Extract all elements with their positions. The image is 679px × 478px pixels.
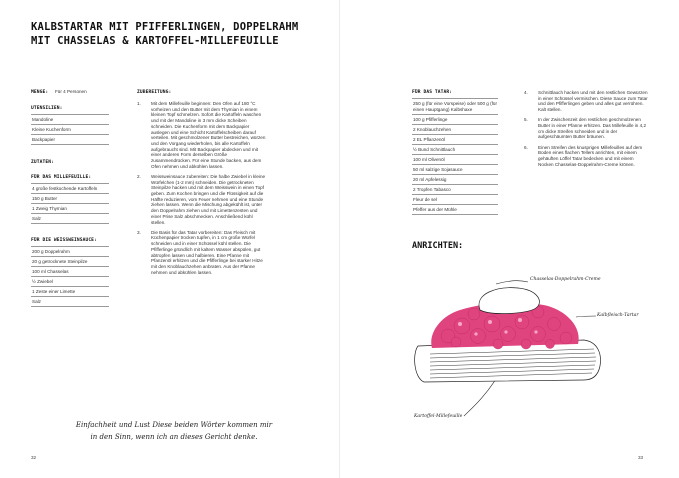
list-item: Salz <box>31 214 109 224</box>
step-6 <box>524 145 648 168</box>
utensilien-label: UTENSILIEN: <box>31 106 63 111</box>
title-line-1: KALBSTARTAR MIT PFIFFERLINGEN, DOPPELRAHM <box>31 21 299 33</box>
list-item: ½ Bund Schnittlauch <box>412 145 498 155</box>
plating-illustration <box>388 258 628 428</box>
tatar-leader-line <box>576 316 596 317</box>
handwritten-quote <box>60 419 288 443</box>
list-item: Backpapier <box>31 135 109 145</box>
weisswein-label: FÜR DIE WEISSWEINSAUCE: <box>31 238 97 243</box>
step-number: 4. <box>524 90 528 95</box>
list-item: 250 g (für eine Vorspeise) oder 500 g (für einen Hauptgang) Kalbshaxe <box>412 98 498 115</box>
page-number-right: 33 <box>638 455 644 460</box>
list-item: 2 Knoblauchzehen <box>412 125 498 135</box>
step-text: In der Zwischenzeit den restlichen geschmolzenen Butter in einer Pfanne erhitzen. Das Millefeuille in 4,2 cm dicke Streifen schneiden und in der aufgeschäumten Butter bräunen. <box>538 117 647 140</box>
annotation-creme: Chasselas-Doppelrahm-Creme <box>530 277 601 282</box>
annotation-tatar: Kalbfleisch-Tartar <box>597 313 639 318</box>
annotation-millefeuille: Kartoffel-Millefeuille <box>414 414 463 419</box>
page-fold <box>339 0 340 478</box>
list-item: 100 ml Chasselas <box>31 267 109 277</box>
list-item: Mandoline <box>31 114 109 125</box>
step-4 <box>524 90 648 113</box>
zutaten-label: ZUTATEN: <box>31 160 54 165</box>
step-number: 5. <box>524 117 528 123</box>
millefeuille-label: FÜR DAS MILLEFEUILLE: <box>31 175 92 180</box>
list-item: ½ Zwiebel <box>31 277 109 287</box>
list-item: Fleur de sel <box>412 195 498 205</box>
quote-line-2: in den Sinn, wenn ich an dieses Gericht denke. <box>90 433 258 441</box>
recipe-title <box>31 20 331 48</box>
step-text: Die Basis für das Tatar vorbereiten: Das Fleisch mit Küchenpapier trocken tupfen, in 1 cm große Würfel schneiden und in einer Schüssel kühl stellen. Die Pfifferlinge gründlich mit kaltem Wasser abspülen, gut abtropfen lassen und halbieren. Eine Pfanne mit Pfanzenöl erhitzen und die Pfifferlinge bei starker Hitze mit den Knoblauchzehen anbraten. Aus der Pfanne nehmen und abkühlen lassen. <box>151 229 263 275</box>
quote-line-1: Einfachheit und Lust Diese beiden Wörter kommen mir <box>75 421 273 429</box>
step-text: Einen Streifen des knusprigen Millefeuilles auf dem Boden eines flachen Tellers anrichten, mit einem gehäuften Löffel Tatar bedecken und mit einem Nocken Chasselas-Doppelrahm-Creme krönen. <box>538 144 643 167</box>
step-number: 6. <box>524 144 528 150</box>
utensilien-list <box>31 114 109 145</box>
step-5 <box>524 117 648 140</box>
creme-quenelle <box>479 288 539 314</box>
page-number-left: 32 <box>31 455 37 460</box>
list-item: 50 ml salzige Sojasauce <box>412 165 498 175</box>
steps-right <box>524 90 648 172</box>
menge-value: Für 4 Personen <box>55 89 87 94</box>
tatar-label: FÜR DAS TATAR: <box>412 90 453 95</box>
menge-label: MENGE: <box>31 90 49 95</box>
step-text: Weissweinsauce zubereiten: Die halbe Zwiebel in kleine Würfelchen (1-2 mm) schneiden. Die getrockneten Steinpilze hacken und mit dem Weisswein in einen Topf geben. Zum Kochen bringen und die Flüssigkeit auf die Hälfte reduzieren, vom Feuer nehmen und eine Stunde ziehen lassen. Wenn die Mischung abgekühlt ist, unter den Doppelrahm ziehen und mit Limettenzesten und einer Prise Salz abschmecken. Anschließend kühl stellen. <box>151 173 266 225</box>
list-item: Kleine Kuchenform <box>31 125 109 135</box>
list-item: 1 Zeste einer Limette <box>31 287 109 297</box>
list-item: 2 Tropfen Tabasco <box>412 185 498 195</box>
steps-left <box>137 101 268 280</box>
step-2 <box>137 174 268 225</box>
anrichten-heading: ANRICHTEN: <box>412 241 464 251</box>
step-3 <box>137 230 268 276</box>
tatar-list <box>412 98 498 215</box>
list-item: 2 EL Pflanzenöl <box>412 135 498 145</box>
list-item: 200 g Doppelrahm <box>31 246 109 257</box>
list-item: 1 Zweig Thymian <box>31 204 109 214</box>
millefeuille-leader-line <box>464 376 498 416</box>
list-item: 20 g getrocknete Steinpilze <box>31 257 109 267</box>
zubereitung-label: ZUBEREITUNG: <box>137 90 172 95</box>
list-item: Pfeffer aus der Mühle <box>412 205 498 215</box>
list-item: 100 ml Olivenöl <box>412 155 498 165</box>
step-number: 1. <box>137 101 141 106</box>
list-item: Salz <box>31 297 109 307</box>
list-item: 20 ml Apfelessig <box>412 175 498 185</box>
title-line-2: MIT CHASSELAS & KARTOFFEL-MILLEFEUILLE <box>31 35 279 47</box>
millefeuille-list <box>31 183 109 224</box>
step-text: Mit dem Millefeuille beginnen: Den Ofen auf 180 °C vorheizen und den Butter mit dem Thymian in einem kleinen Topf schmelzen. Sofort die Kartoffeln waschen und mit der Mandoline in 3 mm dicke Scheiben schneiden. Die Kuchenform mit dem Backpapier auslegen und eine Schicht Kartoffelscheiben darauf verteilen. Mit geschmolzener Butter bestreichen, würzen und den Vorgang wiederholen, bis alle Kartoffeln aufgebraucht sind. Mit Backpapier abdecken und mit einer anderen Form derselben Größe zusammendrücken. Für eine Stunde backen, aus dem Ofen nehmen und abkühlen lassen. <box>151 101 266 169</box>
step-number: 2. <box>137 173 141 179</box>
weisswein-list <box>31 246 109 307</box>
list-item: 4 große festkochende Kartoffeln <box>31 183 109 194</box>
step-1 <box>137 101 268 169</box>
creme-leader-line <box>496 281 528 284</box>
step-text: Schnittlauch hacken und mit den restlichen Gewürzen in einer Schüssel vermischen. Diese Sauce zum Tatar und den Pfifferlingen geben und alles gut verrühren. Kalt stellen. <box>538 90 648 113</box>
step-number: 3. <box>137 229 141 235</box>
list-item: 100 g Pfifferlinge <box>412 115 498 125</box>
list-item: 150 g Butter <box>31 194 109 204</box>
